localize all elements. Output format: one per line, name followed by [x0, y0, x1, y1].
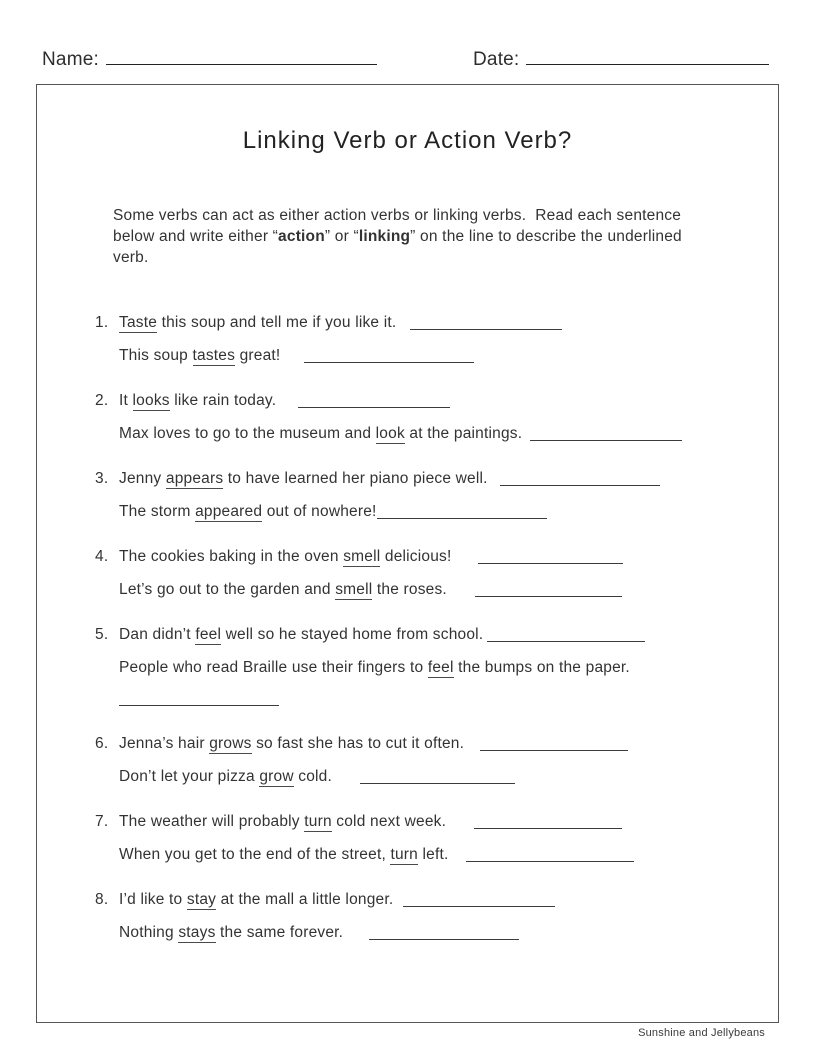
question-block: [95, 390, 778, 445]
question-number: 1.: [95, 314, 109, 331]
underlined-verb: stays: [178, 924, 216, 941]
answer-blank-line: [487, 627, 645, 642]
sentence-row: [95, 423, 778, 445]
worksheet-title: Linking Verb or Action Verb?: [242, 127, 573, 154]
sentence-row: [95, 766, 778, 788]
sentence-text: I’d like to stay at the mall a little longer.: [119, 889, 555, 911]
underlined-verb: grow: [259, 768, 294, 785]
sentence-row: [95, 390, 778, 412]
answer-blank-line: [410, 315, 562, 330]
sentence-row: [95, 844, 778, 866]
question-block: [95, 733, 778, 788]
sentence-row: [95, 501, 778, 523]
underlined-verb: smell: [335, 581, 373, 598]
date-blank-line: [526, 48, 769, 65]
sentence-row: [95, 922, 778, 944]
sentence-row: [95, 312, 778, 334]
sentence-text: When you get to the end of the street, turn left.: [119, 844, 634, 866]
date-field-group: [473, 48, 769, 71]
underlined-verb: appeared: [195, 503, 263, 520]
answer-blank-line: [500, 471, 660, 486]
answer-blank-row: [119, 688, 778, 710]
underlined-verb: looks: [132, 392, 170, 409]
answer-blank-line: [360, 769, 515, 784]
sentence-row: [95, 546, 778, 568]
credit-footer: Sunshine and Jellybeans: [638, 1027, 765, 1039]
instructions-text: ” on the line to describe the underlined verb.: [113, 228, 682, 266]
instructions-bold-linking: linking: [358, 228, 411, 245]
sentence-text: Dan didn’t feel well so he stayed home from school.: [119, 624, 645, 646]
underlined-verb: look: [375, 425, 405, 442]
question-block: [95, 811, 778, 866]
underlined-verb: Taste: [119, 314, 158, 331]
answer-blank-line: [304, 348, 474, 363]
question-number: 8.: [95, 891, 109, 908]
sentence-text: The cookies baking in the oven smell delicious!: [119, 546, 623, 568]
worksheet-border-box: [36, 84, 779, 1023]
answer-blank-line: [478, 549, 623, 564]
sentence-text: Taste this soup and tell me if you like it.: [119, 312, 562, 334]
sentence-text: People who read Braille use their fingers to feel the bumps on the paper.: [119, 659, 630, 676]
name-field-group: [42, 48, 377, 71]
sentence-text: This soup tastes great!: [119, 345, 474, 367]
answer-blank-line: [480, 736, 628, 751]
underlined-verb: turn: [390, 846, 418, 863]
question-number: 6.: [95, 735, 109, 752]
sentence-text: The weather will probably turn cold next week.: [119, 811, 622, 833]
answer-blank-line: [475, 582, 622, 597]
name-label: Name:: [42, 49, 99, 70]
instructions-text: Some verbs can act as either action verbs or linking verbs. Read each sentence below and write either “: [113, 207, 682, 245]
sentence-row: [95, 657, 778, 679]
answer-blank-line: [403, 892, 555, 907]
sentence-row: [95, 579, 778, 601]
answer-blank-line: [377, 504, 547, 519]
sentence-text: Let’s go out to the garden and smell the roses.: [119, 579, 622, 601]
name-blank-line: [106, 48, 377, 65]
sentence-row: [95, 345, 778, 367]
underlined-verb: feel: [195, 626, 222, 643]
answer-blank-line: [369, 925, 519, 940]
answer-blank-line: [298, 393, 450, 408]
sentence-text: The storm appeared out of nowhere!: [119, 501, 547, 523]
underlined-verb: stay: [186, 891, 217, 908]
sentence-text: It looks like rain today.: [119, 390, 450, 412]
sentence-row: [95, 889, 778, 911]
sentence-row: [95, 468, 778, 490]
question-block: [95, 624, 778, 710]
question-block: [95, 546, 778, 601]
underlined-verb: appears: [165, 470, 224, 487]
answer-blank-line: [474, 814, 622, 829]
underlined-verb: feel: [427, 659, 454, 676]
question-number: 4.: [95, 548, 109, 565]
underlined-verb: smell: [343, 548, 381, 565]
sentence-row: [95, 624, 778, 646]
date-label: Date:: [473, 49, 520, 70]
questions-list: [37, 312, 778, 944]
sentence-text: Don’t let your pizza grow cold.: [119, 766, 515, 788]
answer-blank-line: [530, 426, 682, 441]
sentence-row: [95, 811, 778, 833]
question-block: [95, 468, 778, 523]
question-number: 5.: [95, 626, 109, 643]
sentence-text: Max loves to go to the museum and look at the paintings.: [119, 423, 682, 445]
instructions-text: ” or “: [324, 228, 359, 245]
sentence-text: Jenna’s hair grows so fast she has to cut it often.: [119, 733, 628, 755]
underlined-verb: tastes: [192, 347, 236, 364]
instructions-paragraph: [113, 205, 715, 268]
question-number: 3.: [95, 470, 109, 487]
answer-blank-line: [119, 691, 279, 706]
question-block: [95, 312, 778, 367]
sentence-text: Nothing stays the same forever.: [119, 922, 519, 944]
answer-blank-line: [466, 847, 634, 862]
question-block: [95, 889, 778, 944]
instructions-bold-action: action: [278, 228, 325, 245]
underlined-verb: grows: [209, 735, 252, 752]
underlined-verb: turn: [304, 813, 332, 830]
sentence-text: Jenny appears to have learned her piano piece well.: [119, 468, 660, 490]
question-number: 7.: [95, 813, 109, 830]
question-number: 2.: [95, 392, 109, 409]
sentence-row: [95, 733, 778, 755]
